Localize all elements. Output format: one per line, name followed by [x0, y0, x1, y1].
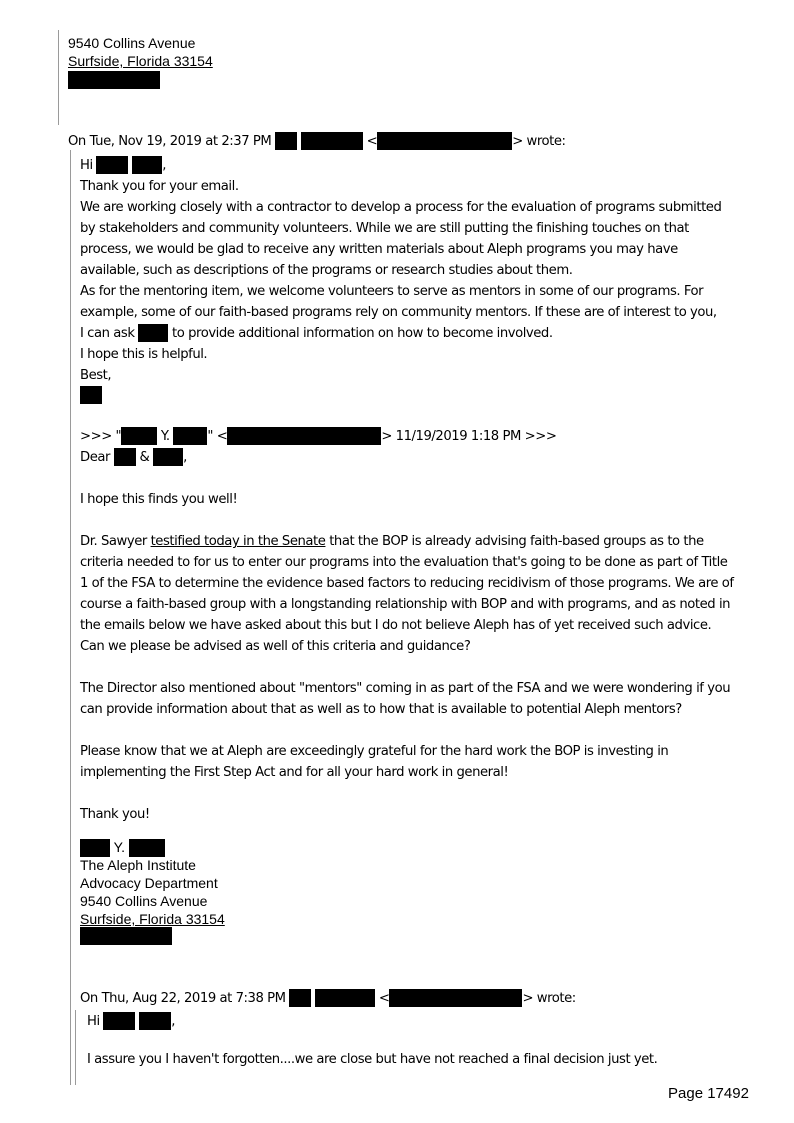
redaction	[173, 427, 207, 445]
quote-bar	[58, 30, 59, 125]
paragraph: Please know that we at Aleph are exceedingly grateful for the hard work the BOP is investing in implementing the First Step Act and for all your hard work in general!	[80, 744, 669, 780]
redaction	[68, 71, 160, 89]
paragraph: I hope this finds you well!	[80, 492, 238, 507]
redaction	[80, 839, 110, 857]
address-city: Surfside, Florida 33154	[68, 53, 213, 69]
redaction	[103, 1012, 135, 1030]
redaction	[114, 448, 136, 466]
greeting: Hi ,	[87, 1014, 175, 1029]
paragraph: Dr. Sawyer testified today in the Senate that the BOP is already advising faith-based groups as to the criteria needed to for us to enter our programs into the evaluation that's going to be done as part of Title 1 of the FSA to determine the evidence based factors to reducing recidivism of those programs. We are of course a faith-based group with a longstanding relationship with BOP and with programs, and as noted in the emails below we have asked about this but I do not believe Aleph has of yet received such advice. Can we please be advised as well of this criteria and guidance?	[80, 534, 734, 654]
redaction	[138, 324, 168, 342]
paragraph: The Director also mentioned about "mentors" coming in as part of the FSA and we were wondering if you can provide information about that as well as to how that is available to potential Aleph mentors?	[80, 681, 731, 717]
paragraph-line: As for the mentoring item, we welcome volunteers to serve as mentors in some of our programs. For	[80, 284, 704, 299]
redaction	[80, 386, 102, 404]
redaction	[139, 1012, 171, 1030]
email-header: On Tue, Nov 19, 2019 at 2:37 PM < > wrote:	[68, 134, 566, 149]
salutation: Dear & ,	[80, 450, 187, 465]
signature-dept: Advocacy Department	[80, 875, 218, 891]
paragraph-line: I can ask to provide additional information on how to become involved.	[80, 326, 553, 341]
signature-org: The Aleph Institute	[80, 857, 196, 873]
redaction	[96, 156, 128, 174]
signature-name: Y.	[80, 838, 165, 857]
paragraph: We are working closely with a contractor to develop a process for the evaluation of programs submitted by stakeholders and community volunteers. While we are still putting the finishing touches on that process, we would be glad to receive any written materials about Aleph programs you may have available, such as descriptions of the programs or research studies about them.	[80, 200, 722, 278]
redaction	[132, 156, 162, 174]
paragraph: Thank you!	[80, 807, 150, 822]
quote-bar	[75, 1010, 76, 1085]
redaction	[80, 927, 172, 945]
paragraph: I assure you I haven't forgotten....we are close but have not reached a final decision just yet.	[87, 1052, 658, 1067]
greeting: Hi ,	[80, 158, 166, 173]
forward-header: >>> " Y. " < > 11/19/2019 1:18 PM >>>	[80, 429, 557, 444]
paragraph-line: example, some of our faith-based programs rely on community mentors. If these are of interest to you,	[80, 305, 717, 320]
redaction	[129, 839, 165, 857]
address-line	[68, 52, 213, 70]
redaction	[289, 989, 311, 1007]
redaction	[275, 132, 297, 150]
redaction	[301, 132, 363, 150]
paragraph: I hope this is helpful.	[80, 347, 208, 362]
senate-testimony-link[interactable]: testified today in the Senate	[150, 534, 326, 549]
redaction	[153, 448, 183, 466]
email-header: On Thu, Aug 22, 2019 at 7:38 PM < > wrote:	[80, 991, 576, 1006]
redaction	[227, 427, 381, 445]
signature-address	[80, 910, 225, 928]
signature-city: Surfside, Florida 33154	[80, 911, 225, 927]
redaction	[389, 989, 522, 1007]
sign-off: Best,	[80, 368, 112, 383]
quote-bar	[70, 150, 71, 1085]
signature-address: 9540 Collins Avenue	[80, 893, 208, 909]
page-number: Page 17492	[668, 1085, 749, 1102]
address-line: 9540 Collins Avenue	[68, 35, 196, 51]
redaction	[377, 132, 512, 150]
paragraph: Thank you for your email.	[80, 179, 239, 194]
redaction	[121, 427, 157, 445]
redaction	[315, 989, 375, 1007]
